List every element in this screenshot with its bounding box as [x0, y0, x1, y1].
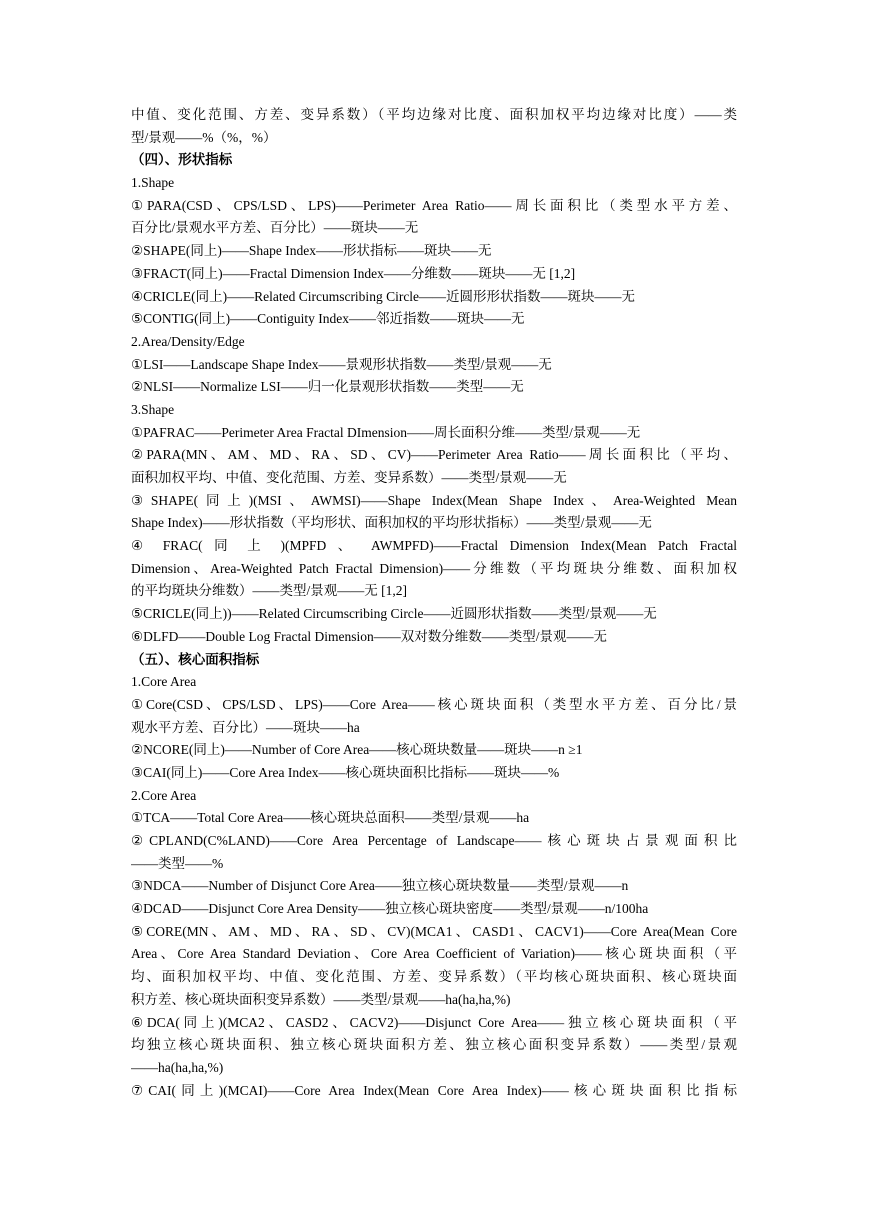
text-line: 的平均斑块分维数）——类型/景观——无 [1,2] [131, 583, 407, 599]
text-line: 中值、变化范围、方差、变异系数）（平均边缘对比度、面积加权平均边缘对比度）——类 [131, 107, 737, 122]
text-line: 2.Core Area [131, 787, 197, 803]
text-line: 3.Shape [131, 401, 175, 417]
section-heading: （四）、形状指标 [131, 152, 233, 168]
text-line: ③SHAPE(同上)(MSI、AWMSI)——Shape Index(Mean Shape Index、Area-Weighted Mean [131, 492, 737, 508]
text-line: Shape Index)——形状指数（平均形状、面积加权的平均形状指标）——类型/景观——无 [131, 515, 652, 531]
text-line: Area、Core Area Standard Deviation、Core Area Coefficient of Variation)——核心斑块面积（平 [131, 946, 737, 962]
text-line: ——ha(ha,ha,%) [131, 1059, 224, 1075]
text-line: ①PARA(CSD、CPS/LSD、LPS)——Perimeter Area Ratio——周长面积比（类型水平方差、 [131, 197, 737, 213]
text-line: 积方差、核心斑块面积变异系数）——类型/景观——ha(ha,ha,%) [131, 991, 511, 1007]
text-line: ——类型——% [131, 855, 224, 871]
text-line: ④CRICLE(同上)——Related Circumscribing Circle——近圆形形状指数——斑块——无 [131, 288, 636, 304]
text-line: ④ FRAC( 同 上 )(MPFD 、 AWMPFD)——Fractal Dimension Index(Mean Patch Fractal [131, 538, 737, 554]
text-line: 2.Area/Density/Edge [131, 333, 245, 349]
text-line: 均、面积加权平均、中值、变化范围、方差、变异系数）（平均核心斑块面积、核心斑块面 [131, 969, 737, 985]
text-line: ①Core(CSD、CPS/LSD、LPS)——Core Area——核心斑块面积（类型水平方差、百分比/景 [131, 696, 737, 712]
text-line: Dimension、Area-Weighted Patch Fractal Dimension)——分维数（平均斑块分维数、面积加权 [131, 560, 737, 576]
text-line: ③FRACT(同上)——Fractal Dimension Index——分维数——斑块——无 [1,2] [131, 265, 576, 281]
text-line: 型/景观——%（%，%） [131, 129, 277, 145]
document-body [131, 104, 737, 1102]
text-line: 1.Core Area [131, 674, 197, 690]
text-line: 面积加权平均、中值、变化范围、方差、变异系数）——类型/景观——无 [131, 470, 567, 485]
text-line: ②NCORE(同上)——Number of Core Area——核心斑块数量——斑块——n ≥1 [131, 742, 583, 758]
text-line: ⑤CRICLE(同上))——Related Circumscribing Circle——近圆形状指数——类型/景观——无 [131, 606, 657, 622]
text-line: ③CAI(同上)——Core Area Index——核心斑块面积比指标——斑块——% [131, 764, 560, 780]
text-line: ⑥DLFD——Double Log Fractal Dimension——双对数分维数——类型/景观——无 [131, 628, 607, 644]
text-line: 均独立核心斑块面积、独立核心斑块面积方差、独立核心面积变异系数）——类型/景观 [131, 1037, 737, 1053]
text-line: ④DCAD——Disjunct Core Area Density——独立核心斑块密度——类型/景观——n/100ha [131, 901, 649, 917]
text-line: ②CPLAND(C%LAND)——Core Area Percentage of Landscape——核心斑块占景观面积比 [131, 833, 737, 848]
text-line: 百分比/景观水平方差、百分比）——斑块——无 [131, 220, 419, 236]
text-line: ⑤CONTIG(同上)——Contiguity Index——邻近指数——斑块——无 [131, 311, 525, 327]
text-line: ②NLSI——Normalize LSI——归一化景观形状指数——类型——无 [131, 379, 524, 395]
text-line: ①LSI——Landscape Shape Index——景观形状指数——类型/景观——无 [131, 356, 552, 372]
section-heading: （五）、核心面积指标 [131, 651, 260, 667]
text-line: ①TCA——Total Core Area——核心斑块总面积——类型/景观——ha [131, 810, 530, 826]
text-line: ⑥DCA(同上)(MCA2、CASD2、CACV2)——Disjunct Core Area——独立核心斑块面积（平 [131, 1014, 737, 1030]
text-line: ②SHAPE(同上)——Shape Index——形状指标——斑块——无 [131, 243, 492, 259]
text-line: 1.Shape [131, 175, 175, 191]
text-line: 观水平方差、百分比）——斑块——ha [131, 719, 360, 735]
text-line: ①PAFRAC——Perimeter Area Fractal DImension——周长面积分维——类型/景观——无 [131, 424, 641, 440]
text-line: ⑦CAI(同上)(MCAI)——Core Area Index(Mean Core Area Index)——核心斑块面积比指标 [131, 1082, 737, 1098]
text-line: ③NDCA——Number of Disjunct Core Area——独立核心斑块数量——类型/景观——n [131, 878, 629, 894]
text-line: ②PARA(MN、AM、MD、RA、SD、CV)——Perimeter Area Ratio——周长面积比（平均、 [131, 447, 737, 463]
text-line: ⑤CORE(MN、AM、MD、RA、SD、CV)(MCA1、CASD1、CACV1)——Core Area(Mean Core [131, 923, 737, 939]
